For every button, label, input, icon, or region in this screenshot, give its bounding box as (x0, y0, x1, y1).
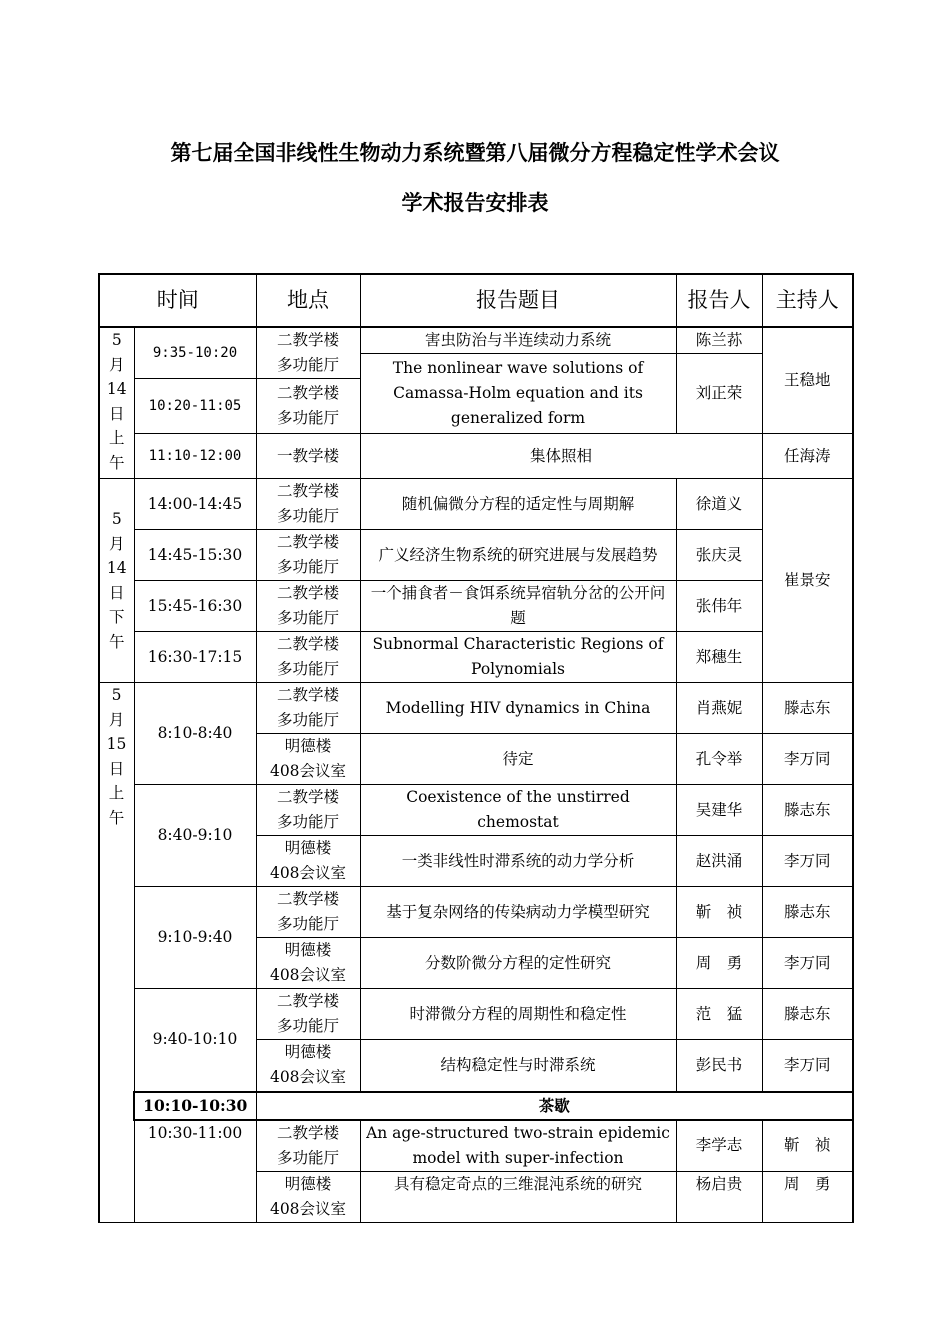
time-cell: 8:10-8:40 (134, 683, 256, 785)
speaker-cell: 刘正荣 (676, 354, 762, 434)
time-cell: 10:10-10:30 (134, 1092, 256, 1120)
topic-cell: 广义经济生物系统的研究进展与发展趋势 (360, 530, 676, 581)
place-cell: 二教学楼 多功能厅 (256, 785, 360, 836)
time-cell: 16:30-17:15 (134, 632, 256, 683)
header-host: 主持人 (762, 274, 853, 327)
table-row (99, 887, 853, 938)
topic-cell: 害虫防治与半连续动力系统 (360, 327, 676, 354)
table-row (99, 479, 853, 530)
host-cell: 滕志东 (762, 683, 853, 734)
speaker-cell: 杨启贵 (676, 1171, 762, 1222)
topic-cell: 集体照相 (360, 434, 762, 479)
place-cell: 明德楼 408会议室 (256, 836, 360, 887)
host-cell: 李万同 (762, 836, 853, 887)
place-cell: 二教学楼 多功能厅 (256, 327, 360, 379)
speaker-cell: 靳 祯 (676, 887, 762, 938)
speaker-cell: 陈兰荪 (676, 327, 762, 354)
host-cell: 靳 祯 (762, 1120, 853, 1172)
speaker-cell: 郑穗生 (676, 632, 762, 683)
topic-cell: The nonlinear wave solutions of Camassa-Holm equation and its generalized form (360, 354, 676, 434)
host-cell: 滕志东 (762, 785, 853, 836)
speaker-cell: 吴建华 (676, 785, 762, 836)
time-cell: 8:40-9:10 (134, 785, 256, 887)
topic-cell: Coexistence of the unstirred chemostat (360, 785, 676, 836)
day-label-14-am: 5 月 14 日 上 午 (99, 327, 134, 479)
place-cell: 二教学楼 多功能厅 (256, 1120, 360, 1172)
table-row (99, 327, 853, 354)
speaker-cell: 肖燕妮 (676, 683, 762, 734)
table-row (99, 1120, 853, 1172)
place-cell: 明德楼 408会议室 (256, 1040, 360, 1092)
page-title: 第七届全国非线性生物动力系统暨第八届微分方程稳定性学术会议 (170, 141, 780, 165)
place-cell: 二教学楼 多功能厅 (256, 632, 360, 683)
speaker-cell: 李学志 (676, 1120, 762, 1172)
speaker-cell: 孔令举 (676, 734, 762, 785)
table-row (99, 581, 853, 632)
host-cell: 滕志东 (762, 887, 853, 938)
time-cell: 10:20-11:05 (134, 379, 256, 434)
topic-cell: Subnormal Characteristic Regions of Polynomials (360, 632, 676, 683)
speaker-cell: 范 猛 (676, 989, 762, 1040)
time-cell: 14:45-15:30 (134, 530, 256, 581)
break-row (99, 1092, 853, 1120)
place-cell: 明德楼 408会议室 (256, 1171, 360, 1222)
host-cell: 周 勇 (762, 1171, 853, 1222)
host-cell: 李万同 (762, 1040, 853, 1092)
topic-cell: Modelling HIV dynamics in China (360, 683, 676, 734)
place-cell: 二教学楼 多功能厅 (256, 530, 360, 581)
place-cell: 二教学楼 多功能厅 (256, 683, 360, 734)
speaker-cell: 彭民书 (676, 1040, 762, 1092)
speaker-cell: 张伟年 (676, 581, 762, 632)
speaker-cell: 赵洪涌 (676, 836, 762, 887)
speaker-cell: 周 勇 (676, 938, 762, 989)
topic-cell: 分数阶微分方程的定性研究 (360, 938, 676, 989)
time-cell: 9:40-10:10 (134, 989, 256, 1092)
place-cell: 二教学楼 多功能厅 (256, 887, 360, 938)
page-subtitle: 学术报告安排表 (401, 191, 549, 215)
speaker-cell: 徐道义 (676, 479, 762, 530)
header-time: 时间 (99, 274, 256, 327)
host-cell: 王稳地 (762, 327, 853, 434)
topic-cell: 随机偏微分方程的适定性与周期解 (360, 479, 676, 530)
topic-cell: 待定 (360, 734, 676, 785)
topic-cell: 结构稳定性与时滞系统 (360, 1040, 676, 1092)
place-cell: 二教学楼 多功能厅 (256, 581, 360, 632)
header-topic: 报告题目 (360, 274, 676, 327)
time-cell: 14:00-14:45 (134, 479, 256, 530)
host-cell: 李万同 (762, 938, 853, 989)
topic-cell: 具有稳定奇点的三维混沌系统的研究 (360, 1171, 676, 1222)
day-label-15-am: 5 月 15 日 上 午 (99, 683, 134, 1223)
place-cell: 明德楼 408会议室 (256, 938, 360, 989)
time-cell: 10:30-11:00 (134, 1120, 256, 1223)
place-cell: 二教学楼 多功能厅 (256, 989, 360, 1040)
table-row (99, 989, 853, 1040)
time-cell: 15:45-16:30 (134, 581, 256, 632)
break-label: 茶歇 (256, 1092, 853, 1120)
place-cell: 二教学楼 多功能厅 (256, 479, 360, 530)
table-row (99, 632, 853, 683)
table-row (99, 683, 853, 734)
topic-cell: 时滞微分方程的周期性和稳定性 (360, 989, 676, 1040)
topic-cell: 一个捕食者－食饵系统异宿轨分岔的公开问题 (360, 581, 676, 632)
header-row (99, 274, 853, 327)
table-row (99, 785, 853, 836)
time-cell: 9:10-9:40 (134, 887, 256, 989)
host-cell: 任海涛 (762, 434, 853, 479)
table-row (99, 434, 853, 479)
place-cell: 二教学楼 多功能厅 (256, 379, 360, 434)
time-cell: 9:35-10:20 (134, 327, 256, 379)
place-cell: 明德楼 408会议室 (256, 734, 360, 785)
place-cell: 一教学楼 (256, 434, 360, 479)
speaker-cell: 张庆灵 (676, 530, 762, 581)
table-row (99, 530, 853, 581)
host-cell: 崔景安 (762, 479, 853, 683)
schedule-table (98, 273, 854, 1223)
header-place: 地点 (256, 274, 360, 327)
topic-cell: An age-structured two-strain epidemic model with super-infection (360, 1120, 676, 1172)
time-cell: 11:10-12:00 (134, 434, 256, 479)
host-cell: 李万同 (762, 734, 853, 785)
host-cell: 滕志东 (762, 989, 853, 1040)
topic-cell: 基于复杂网络的传染病动力学模型研究 (360, 887, 676, 938)
day-label-14-pm: 5 月 14 日 下 午 (99, 479, 134, 683)
header-speaker: 报告人 (676, 274, 762, 327)
topic-cell: 一类非线性时滞系统的动力学分析 (360, 836, 676, 887)
